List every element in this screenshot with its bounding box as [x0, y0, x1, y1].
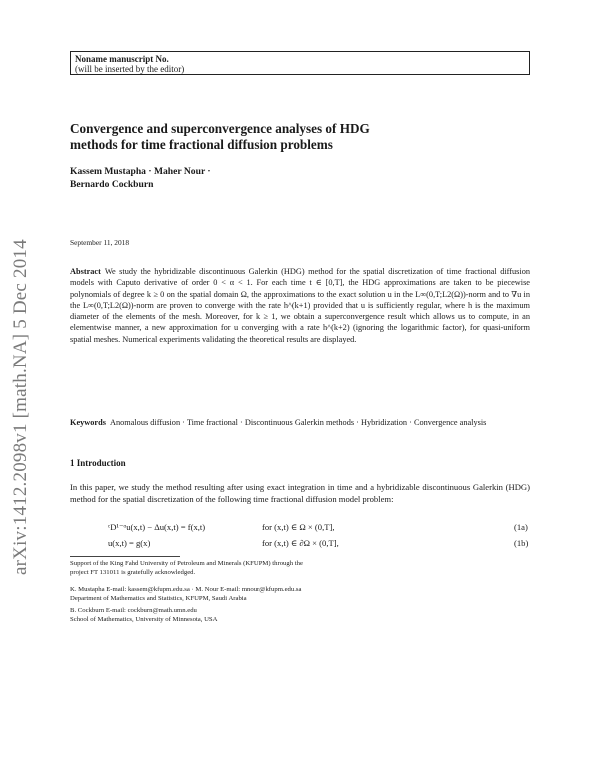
equation-1b-tag: (1b): [514, 538, 529, 548]
keywords: [70, 417, 530, 428]
paper-title: [70, 121, 540, 153]
abstract-label: Abstract: [70, 267, 101, 276]
equation-1a-domain: for (x,t) ∈ Ω × (0,T],: [262, 522, 335, 532]
title-line-2: methods for time fractional diffusion problems: [70, 137, 333, 152]
footnote-support-line: project FT 131011 is gratefully acknowledged.: [70, 569, 196, 576]
equation-1b-domain: for (x,t) ∈ ∂Ω × (0,T],: [262, 538, 339, 548]
footnote-department-line: Department of Mathematics and Statistics, KFUPM, Saudi Arabia: [70, 595, 247, 602]
equation-1b-lhs: u(x,t) = g(x): [108, 538, 151, 548]
manuscript-header-box: [70, 51, 530, 75]
manuscript-number: Noname manuscript No.: [75, 54, 169, 64]
authors-line-2: Bernardo Cockburn: [70, 179, 154, 190]
editor-note: (will be inserted by the editor): [75, 64, 185, 74]
title-line-1: Convergence and superconvergence analyses of HDG: [70, 121, 370, 136]
footnote-support: [70, 559, 530, 577]
footnote-support-line: Support of the King Fahd University of Petroleum and Minerals (KFUPM) through the: [70, 560, 303, 567]
footnote-affiliation-cockburn: [70, 606, 530, 624]
paper-date: September 11, 2018: [70, 238, 130, 247]
footnote-email-line: K. Mustapha E-mail: kassem@kfupm.edu.sa · M. Nour E-mail: mnour@kfupm.edu.sa: [70, 586, 302, 593]
abstract-text: We study the hybridizable discontinuous Galerkin (HDG) method for the spatial discretization of time fractional diffusion models with Caputo derivative of order 0 < α < 1. For each time t ∈ [0,T], the HDG approximations are taken to be piecewise polynomials of degree k ≥ 0 on the spatial domain Ω, the approximations to the exact solution u in the L∞(0,T;L2(Ω))-norm and to ∇u in the L∞(0,T;L2(Ω))-norm are proven to converge with the rate h^(k+1) provided that u is sufficiently regular, where h is the maximum diameter of the elements of the mesh. Moreover, for k ≥ 1, we obtain a superconvergence result which allows us to compute, in an elementwise manner, a new approximation for u converging with a rate h^(k+2) (ignoring the logarithmic factor), for quasi-uniform spatial meshes. Numerical experiments validating the theoretical results are displayed.: [70, 267, 530, 344]
footnote-affiliation-mustapha-nour: [70, 585, 530, 603]
equation-1a-lhs: ᶜD¹⁻ᵅu(x,t) − Δu(x,t) = f(x,t): [108, 522, 206, 532]
arxiv-identifier: arXiv:1412.2098v1 [math.NA] 5 Dec 2014: [10, 239, 31, 575]
keywords-label: Keywords: [70, 418, 106, 427]
author-list: [70, 165, 540, 191]
footnote-divider: [70, 556, 180, 557]
footnote-email-line: B. Cockburn E-mail: cockburn@math.umn.edu: [70, 607, 197, 614]
abstract: [70, 266, 530, 345]
section-heading: 1 Introduction: [70, 458, 126, 468]
footnote-department-line: School of Mathematics, University of Minnesota, USA: [70, 616, 218, 623]
keywords-text: Anomalous diffusion · Time fractional · Discontinuous Galerkin methods · Hybridization · Convergence analysis: [109, 418, 487, 427]
equation-1a-tag: (1a): [514, 522, 528, 532]
authors-line-1: Kassem Mustapha · Maher Nour ·: [70, 166, 211, 177]
introduction-paragraph: In this paper, we study the method resulting after using exact integration in time and a hybridizable discontinuous Galerkin (HDG) method for the spatial discretization of the following time fractional diffusion model problem:: [70, 482, 530, 504]
